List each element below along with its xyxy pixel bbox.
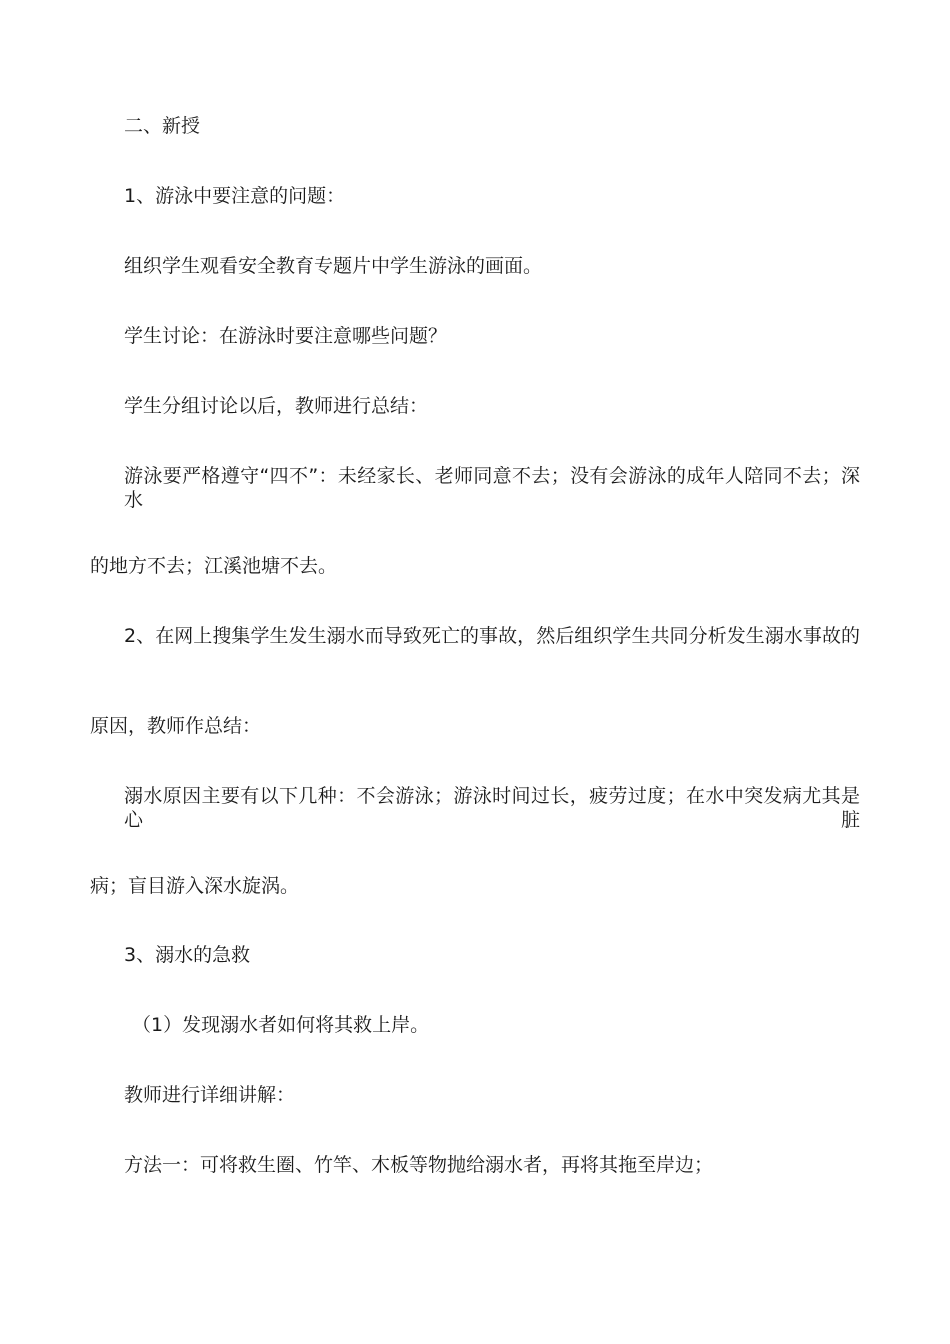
four-nots-line2: 的地方不去；江溪池塘不去。 [90,555,338,577]
item3-title: 3、溺水的急救 [124,944,251,966]
section-heading: 二、新授 [124,115,201,137]
item1-title: 1、游泳中要注意的问题： [124,185,346,207]
four-nots-line1: 游泳要严格遵守“四不”：未经家长、老师同意不去；没有会游泳的成年人陪同不去；深水 [124,465,860,511]
item1-activity: 组织学生观看安全教育专题片中学生游泳的画面。 [124,255,543,277]
causes-line1: 溺水原因主要有以下几种：不会游泳；游泳时间过长，疲劳过度；在水中突发病尤其是心脏 [124,785,860,831]
causes-line2: 病；盲目游入深水旋涡。 [90,875,300,897]
item1-summary-intro: 学生分组讨论以后，教师进行总结： [124,395,429,417]
item3-sub1: （1）发现溺水者如何将其救上岸。 [132,1014,430,1036]
method1: 方法一：可将救生圈、竹竿、木板等物抛给溺水者，再将其拖至岸边； [124,1154,714,1176]
item1-discussion: 学生讨论：在游泳时要注意哪些问题？ [124,325,448,347]
item3-explain: 教师进行详细讲解： [124,1084,296,1106]
item2-line2: 原因，教师作总结： [90,715,262,737]
item2-line1: 2、在网上搜集学生发生溺水而导致死亡的事故，然后组织学生共同分析发生溺水事故的 [124,625,860,647]
